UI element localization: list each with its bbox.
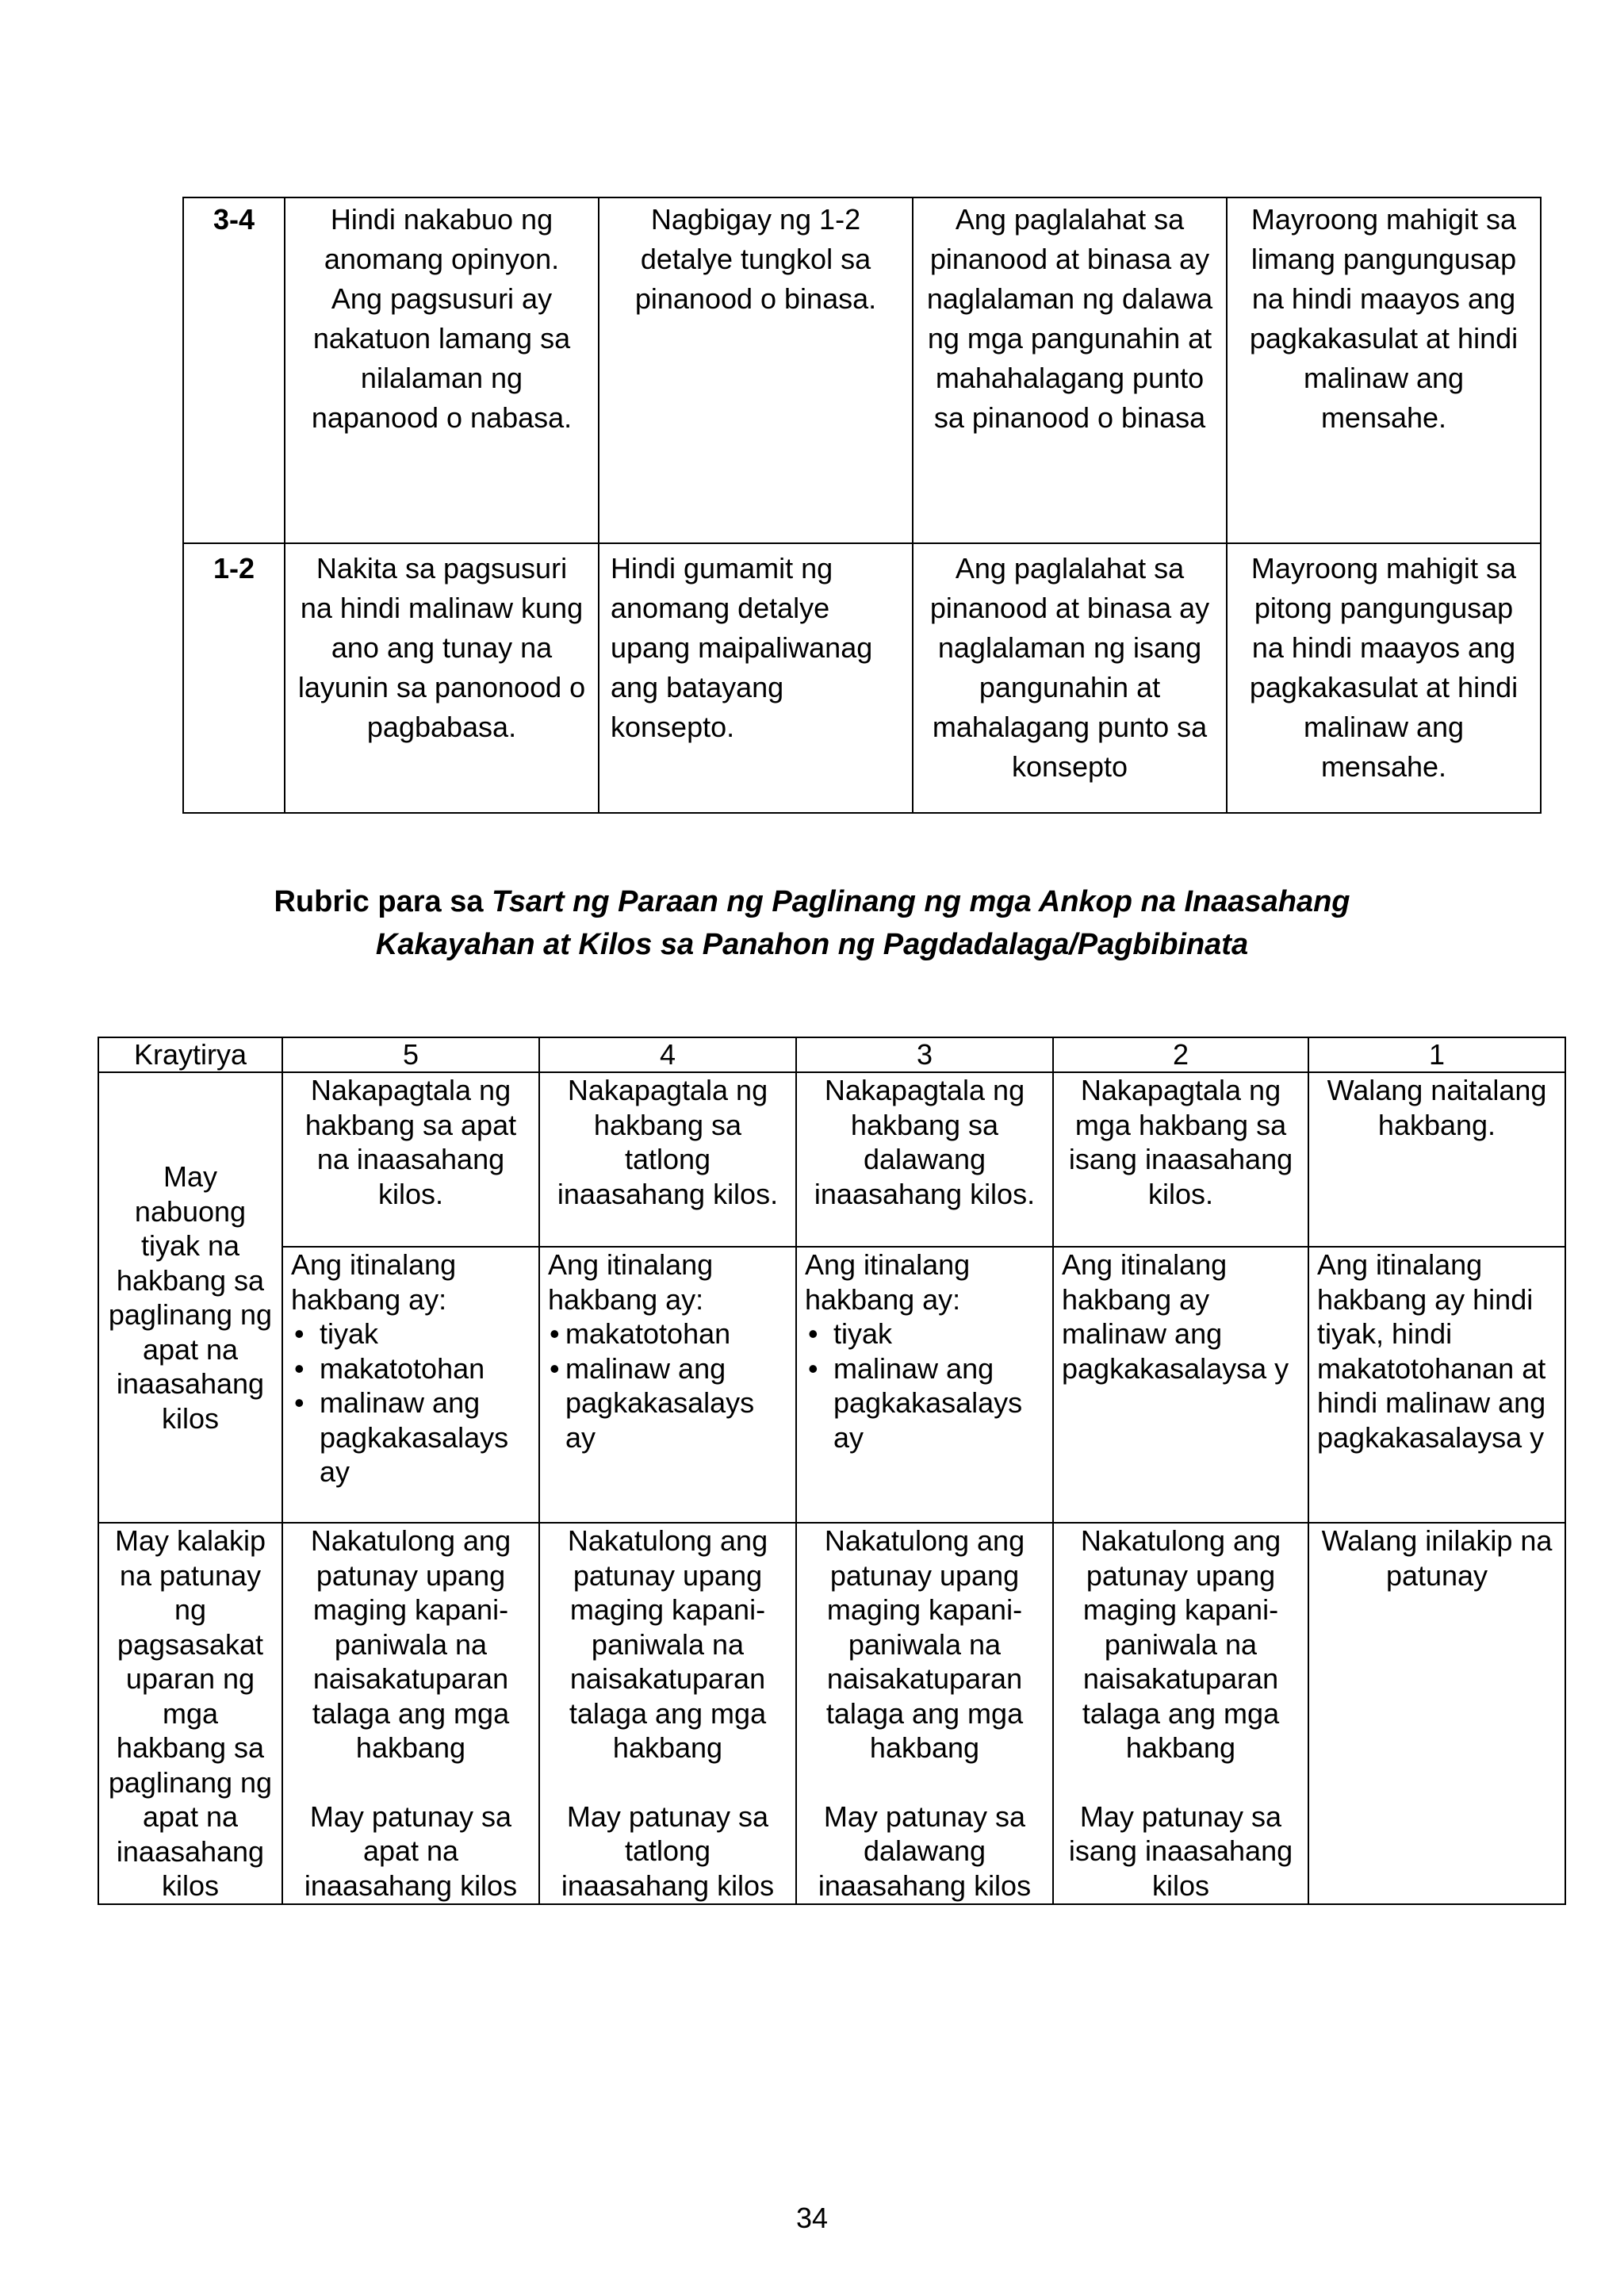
table-cell: Hindi nakabuo ng anomang opinyon. Ang pagsusuri ay nakatuon lamang sa nilalaman ng napanood o nabasa. [285, 197, 599, 543]
cell-intro: Ang itinalang hakbang ay: [548, 1248, 714, 1316]
criterion-cell: May kalakip na patunay ng pagsasakat uparan ng mga hakbang sa paglinang ng apat na inaasahang kilos [98, 1523, 282, 1904]
table-cell: Walang naitalang hakbang. [1308, 1072, 1565, 1247]
bullet-list [548, 1317, 787, 1455]
rubric-table-top [182, 197, 1542, 814]
score-cell: 3-4 [183, 197, 285, 543]
bullet-list [291, 1317, 530, 1489]
rubric-title-line1 [0, 880, 1624, 923]
table-cell: Nakapagtala ng hakbang sa dalawang inaasahang kilos. [796, 1072, 1053, 1247]
table-cell: Ang paglalahat sa pinanood at binasa ay naglalaman ng dalawa ng mga pangunahin at mahahalagang punto sa pinanood o binasa [913, 197, 1227, 543]
proof-text: May patunay sa dalawang inaasahang kilos [818, 1800, 1032, 1902]
table-cell: Nagbigay ng 1-2 detalye tungkol sa pinanood o binasa. [599, 197, 913, 543]
table-cell [282, 1523, 539, 1904]
score-cell: 1-2 [183, 543, 285, 813]
table-cell: Walang inilakip na patunay [1308, 1523, 1565, 1904]
table-row [98, 1247, 1565, 1523]
header-score-2: 2 [1053, 1037, 1308, 1072]
criterion-cell: May nabuong tiyak na hakbang sa paglinang ng apat na inaasahang kilos [98, 1072, 282, 1523]
table-row [183, 543, 1541, 813]
list-item: • malinaw ang pagkakasalays ay [833, 1351, 1044, 1455]
table-cell [539, 1247, 796, 1523]
table-cell: Nakapagtala ng hakbang sa tatlong inaasahang kilos. [539, 1072, 796, 1247]
list-item: • tiyak [833, 1317, 1044, 1351]
table-cell [796, 1523, 1053, 1904]
proof-text: May patunay sa tatlong inaasahang kilos [561, 1800, 775, 1902]
support-text: Nakatulong ang patunay upang maging kapani-paniwala na naisakatuparan talaga ang mga hakbang [824, 1524, 1025, 1764]
list-item: • makatotohan [565, 1317, 787, 1351]
support-text: Nakatulong ang patunay upang maging kapani-paniwala na naisakatuparan talaga ang mga hakbang [310, 1524, 511, 1764]
table-cell: Nakapagtala ng hakbang sa apat na inaasahang kilos. [282, 1072, 539, 1247]
table-cell: Nakita sa pagsusuri na hindi malinaw kung ano ang tunay na layunin sa panonood o pagbabasa. [285, 543, 599, 813]
header-score-4: 4 [539, 1037, 796, 1072]
cell-intro: Ang itinalang hakbang ay: [291, 1248, 457, 1316]
rubric-title-italic-line2: Kakayahan at Kilos sa Panahon ng Pagdadalaga/Pagbibinata [375, 928, 1249, 961]
table-cell: Ang itinalang hakbang ay malinaw ang pagkakasalaysa y [1053, 1247, 1308, 1523]
header-kraytirya: Kraytirya [98, 1037, 282, 1072]
table-row [183, 197, 1541, 543]
cell-intro: Ang itinalang hakbang ay: [805, 1248, 971, 1316]
table-header-row [98, 1037, 1565, 1072]
header-score-3: 3 [796, 1037, 1053, 1072]
rubric-title [0, 880, 1624, 966]
support-text: Nakatulong ang patunay upang maging kapani-paniwala na naisakatuparan talaga ang mga hakbang [1080, 1524, 1281, 1764]
table-cell: Ang paglalahat sa pinanood at binasa ay naglalaman ng isang pangunahin at mahalagang punto sa konsepto [913, 543, 1227, 813]
table-cell: Nakapagtala ng mga hakbang sa isang inaasahang kilos. [1053, 1072, 1308, 1247]
list-item: • malinaw ang pagkakasalays ay [565, 1351, 787, 1455]
table-cell [796, 1247, 1053, 1523]
support-text: Nakatulong ang patunay upang maging kapani-paniwala na naisakatuparan talaga ang mga hakbang [567, 1524, 768, 1764]
page-number: 34 [795, 2202, 829, 2234]
table-cell [282, 1247, 539, 1523]
table-cell: Mayroong mahigit sa pitong pangungusap na hindi maayos ang pagkakasulat at hindi malinaw ang mensahe. [1227, 543, 1541, 813]
proof-text: May patunay sa apat na inaasahang kilos [304, 1800, 518, 1902]
table-cell [1053, 1523, 1308, 1904]
list-item: • malinaw ang pagkakasalays ay [320, 1386, 530, 1489]
rubric-title-italic-line1: Tsart ng Paraan ng Paglinang ng mga Ankop na Inaasahang [492, 885, 1350, 918]
proof-text: May patunay sa isang inaasahang kilos [1068, 1800, 1293, 1902]
header-score-1: 1 [1308, 1037, 1565, 1072]
table-cell: Hindi gumamit ng anomang detalye upang maipaliwanag ang batayang konsepto. [599, 543, 913, 813]
table-row [98, 1072, 1565, 1247]
table-row [98, 1523, 1565, 1904]
table-cell: Mayroong mahigit sa limang pangungusap na hindi maayos ang pagkakasulat at hindi malinaw ang mensahe. [1227, 197, 1541, 543]
table-cell: Ang itinalang hakbang ay hindi tiyak, hindi makatotohanan at hindi malinaw ang pagkakasalaysa y [1308, 1247, 1565, 1523]
bullet-list [805, 1317, 1044, 1455]
rubric-title-prefix: Rubric para sa [274, 885, 492, 918]
rubric-table-bottom [98, 1037, 1566, 1905]
list-item: • makatotohan [320, 1351, 530, 1386]
list-item: • tiyak [320, 1317, 530, 1351]
table-cell [539, 1523, 796, 1904]
header-score-5: 5 [282, 1037, 539, 1072]
